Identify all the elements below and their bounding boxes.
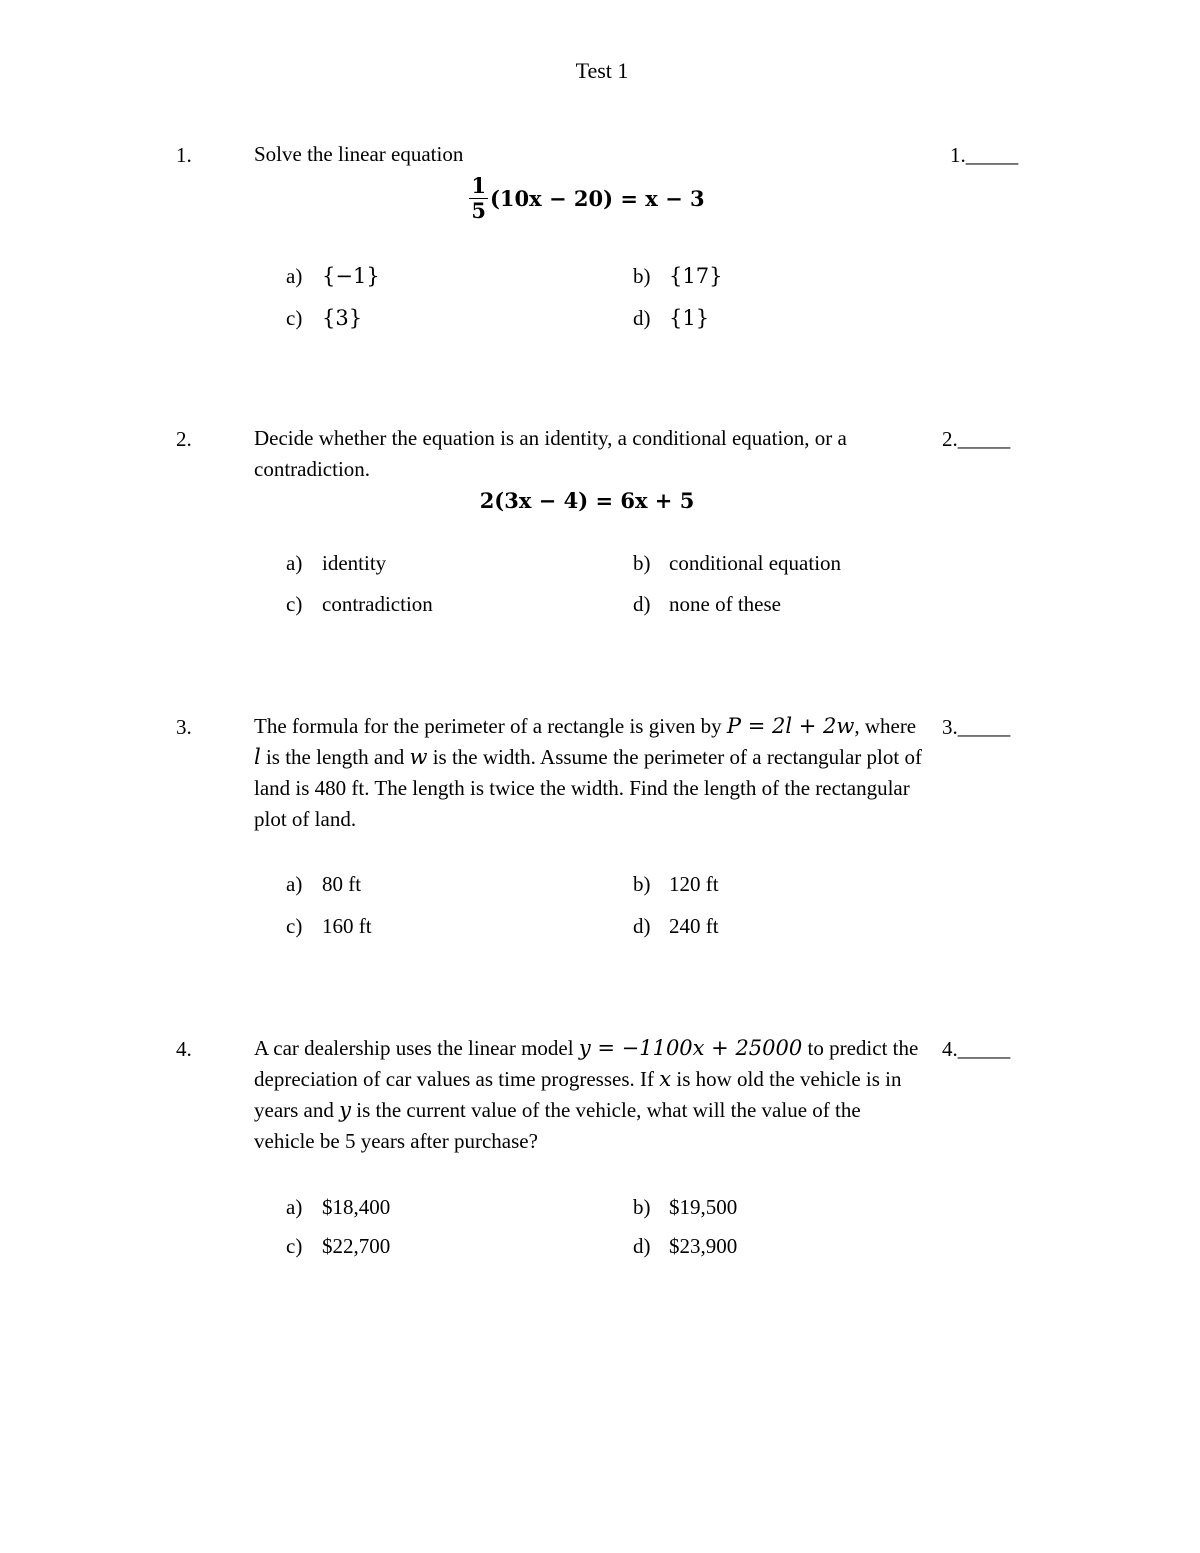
option-c[interactable]: c) 160 ft [286, 914, 372, 938]
fraction: $\frac{1}{5}$ [471, 173, 486, 223]
question-stem: The formula for the perimeter of a rectangle is given by P = 2l + 2w, where l is the length and w is the width. Assume the perimeter of a rectangular plot of land is 480 ft. The length is twice the width. Find the length of the rectangular plot of land. [254, 714, 922, 831]
option-c[interactable]: c) contradiction [286, 592, 433, 616]
option-a[interactable]: a) {−1} [286, 264, 380, 288]
option-d[interactable]: d) 240 ft [633, 914, 719, 938]
option-a[interactable]: a) 80 ft [286, 872, 362, 896]
page-title: Test 1 [575, 58, 629, 83]
equation: $\frac{1}{5}$ (10x − 20) = x − 3 [471, 173, 705, 223]
option-a[interactable]: a) $18,400 [286, 1195, 391, 1219]
option-d[interactable]: d) {1} [633, 306, 710, 330]
question-stem: Solve the linear equation [254, 142, 464, 166]
answer-blank[interactable]: 1._____ [950, 143, 1019, 167]
question-stem: Decide whether the equation is an identity, a conditional equation, or a contradiction. [254, 426, 847, 481]
option-c[interactable]: c) $22,700 [286, 1234, 391, 1258]
answer-blank[interactable]: 3._____ [942, 715, 1011, 739]
option-b[interactable]: b) $19,500 [633, 1195, 738, 1219]
option-c[interactable]: c) {3} [286, 306, 363, 330]
equation: 2(3x − 4) = 6x + 5 [479, 488, 695, 513]
option-d[interactable]: d) $23,900 [633, 1234, 738, 1258]
option-b[interactable]: b) 120 ft [633, 872, 719, 896]
question-number: 2. [176, 427, 192, 451]
option-b[interactable]: b) {17} [633, 264, 723, 288]
option-d[interactable]: d) none of these [633, 592, 781, 616]
option-a[interactable]: a) identity [286, 551, 387, 575]
question-number: 1. [176, 143, 192, 167]
question-stem: A car dealership uses the linear model y = −1100x + 25000 to predict the depreciation of car values as time progresses. If x is how old the vehicle is in years and y is the current value of the vehicle, what will the value of the vehicle be 5 years after purchase? [254, 1036, 919, 1153]
question-number: 4. [176, 1037, 192, 1061]
option-b[interactable]: b) conditional equation [633, 551, 842, 575]
answer-blank[interactable]: 4._____ [942, 1037, 1011, 1061]
answer-blank[interactable]: 2._____ [942, 427, 1011, 451]
question-number: 3. [176, 715, 192, 739]
